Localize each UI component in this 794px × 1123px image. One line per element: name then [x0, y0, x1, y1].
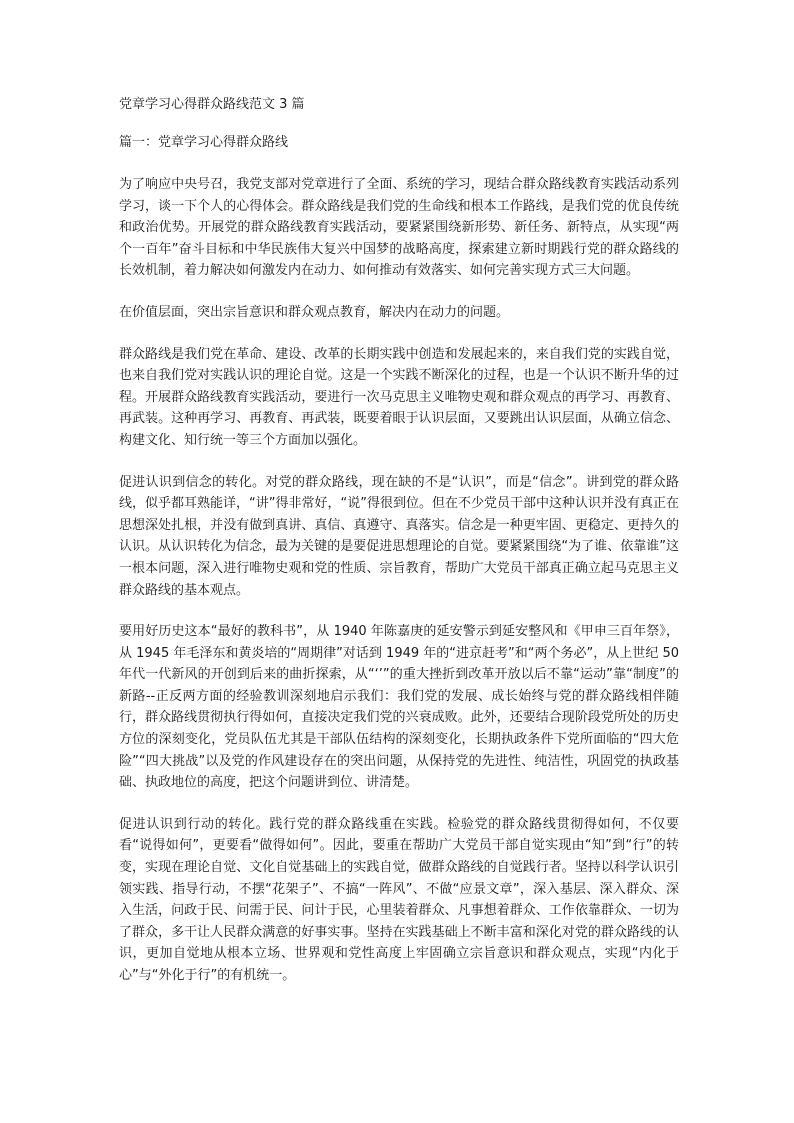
paragraph-action-conversion: 促进认识到行动的转化。践行党的群众路线重在实践。检验党的群众路线贯彻得如何，不仅要看“说得如何”，更要看“做得如何”。因此，要重在帮助广大党员干部自觉实现由“知”到“行”的转变，实现在理论自觉、文化自觉基础上的实践自觉，做群众路线的自觉践行者。坚持以科学认识引领实践、指导行动，不摆“花架子”、不搞“一阵风”、不做“应景文章”，深入基层、深入群众、深入生活，问政于民、问需于民、问计于民，心里装着群众、凡事想着群众、工作依靠群众、一切为了群众，多干让人民群众满意的好事实事。坚持在实践基础上不断丰富和深化对党的群众路线的认识，更加自觉地从根本立场、世界观和党性高度上牢固确立宗旨意识和群众观点，实现“内化于心”与“外化于行”的有机统一。 — [119, 816, 679, 983]
document-title: 党章学习心得群众路线范文 3 篇 — [119, 97, 305, 112]
document-page — [119, 96, 679, 1007]
paragraph-history-textbook: 要用好历史这本“最好的教科书”，从 1940 年陈嘉庚的延安警示到延安整风和《甲申三百年祭》，从 1945 年毛泽东和黄炎培的“周期律”对话到 1949 年的“进京赶考”和“两个务必”，从上世纪 50 年代一代新风的开创到后来的曲折探索，从“‘’”的重大挫折到改革开放以后不靠“运动”靠“制度”的新路--正反两方面的经验教训深刻地启示我们：我们党的发展、成长始终与党的群众路线相伴随行，群众路线贯彻执行得如何，直接决定我们党的兴衰成败。此外，还要结合现阶段党所处的历史方位的深刻变化，党员队伍尤其是干部队伍结构的深刻变化，长期执政条件下党所面临的“四大危险”“四大挑战”以及党的作风建设存在的突出问题，从保持党的先进性、纯洁性，巩固党的执政基础、执政地位的高度，把这个问题讲到位、讲清楚。 — [119, 624, 679, 791]
paragraph-belief-conversion: 促进认识到信念的转化。对党的群众路线，现在缺的不是“认识”，而是“信念”。讲到党的群众路线，似乎都耳熟能详，“讲”得非常好，“说”得很到位。但在不少党员干部中这种认识并没有真正在思想深处扎根，并没有做到真讲、真信、真遵守、真落实。信念是一种更牢固、更稳定、更持久的认识。从认识转化为信念，最为关键的是要促进思想理论的自觉。要紧紧围绕“为了谁、依靠谁”这一根本问题，深入进行唯物史观和党的性质、宗旨教育，帮助广大党员干部真正确立起马克思主义群众路线的基本观点。 — [119, 474, 679, 598]
paragraph-value-level: 在价值层面，突出宗旨意识和群众观点教育，解决内在动力的问题。 — [119, 304, 510, 320]
section-title: 篇一：党章学习心得群众路线 — [119, 135, 289, 150]
paragraph-mass-line-origin: 群众路线是我们党在革命、建设、改革的长期实践中创造和发展起来的，来自我们党的实践自觉，也来自我们党对实践认识的理论自觉。这是一个实践不断深化的过程，也是一个认识不断升华的过程。开展群众路线教育实践活动，要进行一次马克思主义唯物史观和群众观点的再学习、再教育、再武装。这种再学习、再教育、再武装，既要着眼于认识层面，又要跳出认识层面，从确立信念、构建文化、知行统一等三个方面加以强化。 — [119, 346, 679, 448]
paragraph-intro: 为了响应中央号召，我党支部对党章进行了全面、系统的学习，现结合群众路线教育实践活动系列学习，谈一下个人的心得体会。群众路线是我们党的生命线和根本工作路线，是我们党的优良传统和政治优势。开展党的群众路线教育实践活动，要紧紧围绕新形势、新任务、新特点，从实现“两个一百年”奋斗目标和中华民族伟大复兴中国梦的战略高度，探索建立新时期践行党的群众路线的长效机制，着力解决如何激发内在动力、如何推动有效落实、如何完善实现方式三大问题。 — [119, 177, 679, 279]
